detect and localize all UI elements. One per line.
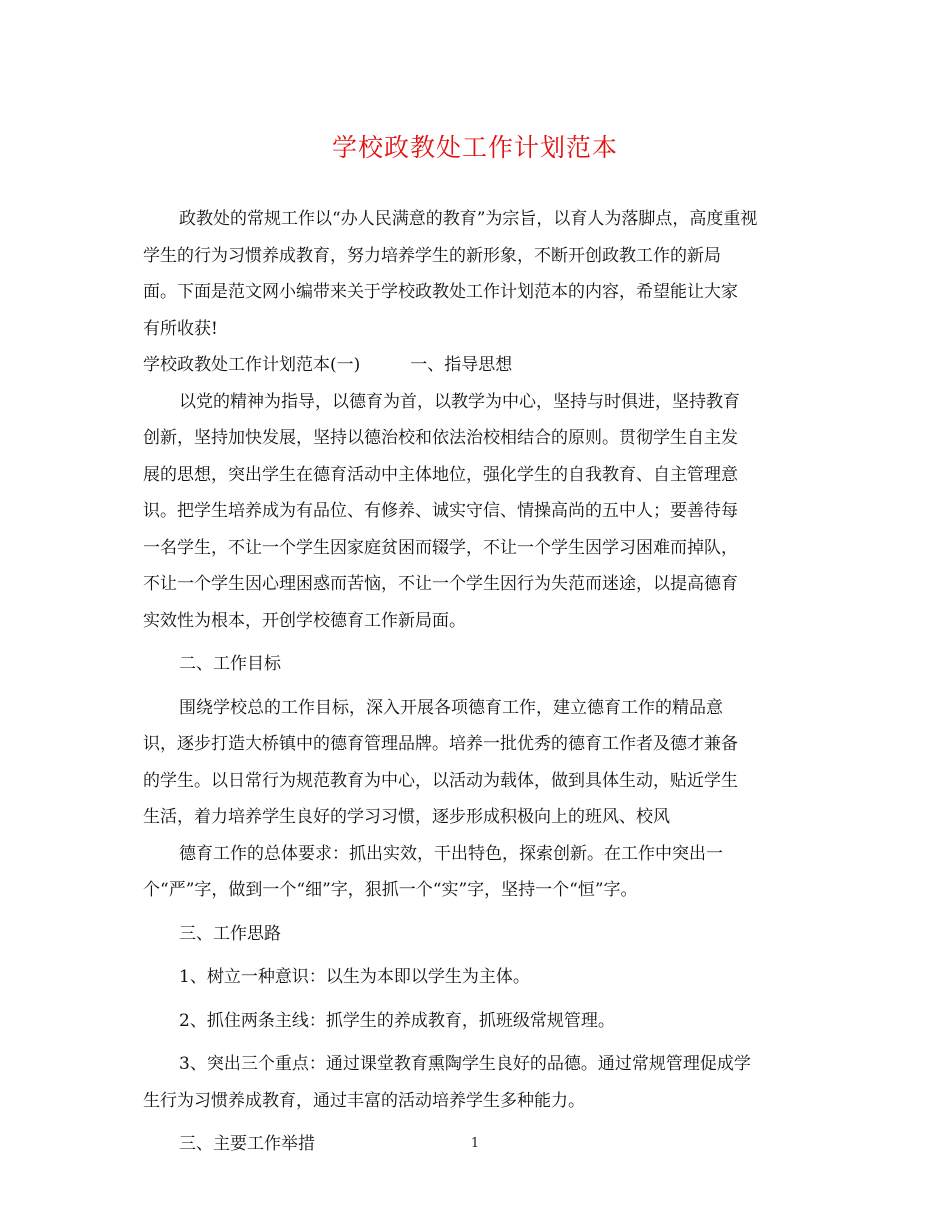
goal-line: 生活，着力培养学生良好的学习习惯，逐步形成积极向上的班风、校风 (143, 807, 670, 827)
heading-main-measures: 三、主要工作举措 (179, 1134, 315, 1154)
list-item-line: 3、突出三个重点：通过课堂教育熏陶学生良好的品德。通过常规管理促成学 (179, 1054, 751, 1074)
heading-work-ideas: 三、工作思路 (179, 923, 281, 944)
intro-line: 有所收获! (143, 318, 218, 339)
list-item: 1、树立一种意识：以生为本即以学生为主体。 (179, 967, 530, 987)
intro-line: 面。下面是范文网小编带来关于学校政教处工作计划范本的内容，希望能让大家 (143, 282, 738, 302)
document-body (143, 201, 813, 1163)
goal-line: 的学生。以日常行为规范教育为中心，以活动为载体，做到具体生动，贴近学生 (143, 770, 738, 791)
section1-heading: 学校政教处工作计划范本(一) (143, 355, 361, 375)
guide-line: 不让一个学生因心理困惑而苦恼，不让一个学生因行为失范而迷途，以提高德育 (143, 574, 738, 594)
guide-line: 展的思想，突出学生在德育活动中主体地位，强化学生的自我教育、自主管理意 (143, 464, 738, 485)
guide-line: 以党的精神为指导，以德育为首，以教学为中心，坚持与时俱进，坚持教育 (179, 391, 740, 412)
goal-line: 识，逐步打造大桥镇中的德育管理品牌。培养一批优秀的德育工作者及德才兼备 (143, 734, 738, 754)
list-item-line: 生行为习惯养成教育，通过丰富的活动培养学生多种能力。 (143, 1090, 585, 1111)
intro-paragraph (143, 201, 813, 347)
requirement-line: 德育工作的总体要求：抓出实效，干出特色，探索创新。在工作中突出一 (179, 843, 723, 864)
requirement-line: 个“严”字，做到一个“细”字，狠抓一个“实”字，坚持一个“恒”字。 (143, 880, 638, 900)
section1-heading-line (143, 347, 813, 384)
guide-line: 实效性为根本，开创学校德育工作新局面。 (143, 610, 466, 631)
list-item (143, 1046, 813, 1119)
section1-subheading: 一、指导思想 (410, 355, 513, 375)
heading-work-goals: 二、工作目标 (179, 654, 281, 674)
requirement-paragraph (143, 836, 813, 909)
list-item: 2、抓住两条主线：抓学生的养成教育，抓班级常规管理。 (179, 1010, 615, 1031)
document-title: 学校政教处工作计划范本 (331, 133, 618, 162)
page-number: 1 (470, 1136, 480, 1151)
guide-line: 一名学生，不让一个学生因家庭贫困而辍学，不让一个学生因学习困难而掉队， (143, 537, 738, 558)
guide-line: 识。把学生培养成为有品位、有修养、诚实守信、情操高尚的五中人；要善待每 (143, 501, 738, 521)
intro-line: 政教处的常规工作以“办人民满意的教育”为宗旨，以育人为落脚点，高度重视 (179, 209, 758, 229)
intro-line: 学生的行为习惯养成教育，努力培养学生的新形象，不断开创政教工作的新局 (143, 245, 721, 266)
guide-line: 创新，坚持加快发展，坚持以德治校和依法治校相结合的原则。贯彻学生自主发 (143, 428, 738, 448)
goal-paragraph (143, 690, 813, 836)
goal-line: 围绕学校总的工作目标，深入开展各项德育工作，建立德育工作的精品意 (179, 697, 723, 718)
guide-paragraph (143, 384, 813, 640)
